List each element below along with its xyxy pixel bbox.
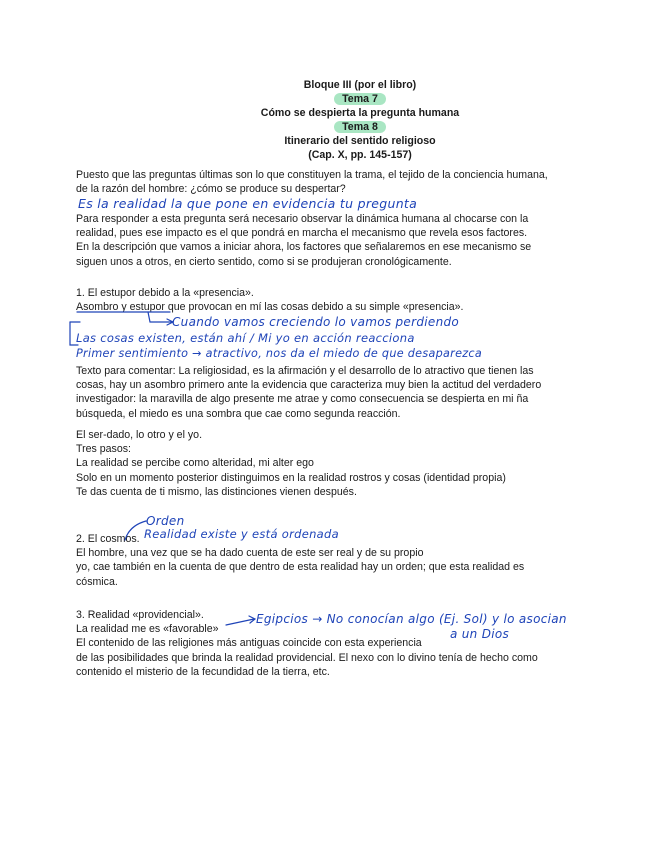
intro2-line: En la descripción que vamos a iniciar ahora, los factores que señalaremos en ese mecanismo se: [76, 241, 532, 254]
comment-line: investigador: la maravilla de algo presente me atrae y como consecuencia se despierta en mi ña: [76, 393, 529, 406]
header-tema7-title: Cómo se despierta la pregunta humana: [260, 107, 460, 119]
intro-paragraph: [76, 168, 596, 196]
section1-line: Asombro y estupor que provocan en mí las cosas debido a su simple «presencia».: [76, 301, 464, 314]
handwritten-note-2b: Realidad existe y está ordenada: [144, 527, 339, 541]
intro2-paragraph: [76, 212, 596, 269]
section3-title: 3. Realidad «providencial».: [76, 609, 204, 621]
handwritten-note-1c: Primer sentimiento → atractivo, nos da el miedo de que desaparezca: [76, 347, 483, 360]
tema7-highlight: Tema 7: [334, 93, 386, 105]
ser-line: La realidad se percibe como alteridad, mi alter ego: [76, 457, 314, 470]
section1-comment: [76, 364, 596, 421]
handwritten-note-3b: a un Dios: [450, 627, 510, 641]
ser-line: Solo en un momento posterior distinguimos en la realidad rostros y cosas (identidad propia): [76, 471, 506, 484]
handwritten-intro-note: Es la realidad la que pone en evidencia tu pregunta: [78, 196, 418, 211]
section2-line: yo, cae también en la cuenta de que dentro de esta realidad hay un orden; que esta realidad es: [76, 561, 525, 574]
intro2-line: siguen unos a otros, en cierto sentido, como si se produjeran cronológicamente.: [76, 255, 452, 268]
section2-line: El hombre, una vez que se ha dado cuenta de este ser real y de su propio: [76, 547, 424, 560]
section3-line: El contenido de las religiones más antiguas coincide con esta experiencia: [76, 637, 422, 650]
section2-line: cósmica.: [76, 575, 118, 588]
section2-title: 2. El cosmos.: [76, 533, 140, 545]
handwritten-note-2a: Orden: [146, 514, 185, 528]
intro-line: Puesto que las preguntas últimas son lo que constituyen la trama, el tejido de la conciencia humana,: [76, 169, 548, 181]
ser-line: Tres pasos:: [76, 443, 131, 456]
ser-line: Te das cuenta de ti mismo, las distinciones vienen después.: [76, 485, 357, 498]
comment-line: cosas, hay un asombro primero ante la evidencia que caracteriza muy bien la actitud del verdadero: [76, 379, 542, 392]
header-tema8-title: Itinerario del sentido religioso: [284, 135, 436, 147]
section1-ser: [76, 428, 596, 499]
tema8-highlight: Tema 8: [334, 121, 386, 133]
section3-line: de las posibilidades que brinda la realidad providencial. El nexo con lo divino tenía de hecho como: [76, 651, 538, 664]
header-tema8: [160, 120, 560, 134]
section2: [76, 532, 596, 589]
section1-heading: [76, 286, 596, 314]
handwritten-note-3a: Egipcios → No conocían algo (Ej. Sol) y lo asocian: [256, 612, 567, 626]
section1-title: 1. El estupor debido a la «presencia».: [76, 287, 254, 299]
intro2-line: Para responder a esta pregunta será necesario observar la dinámica humana al chocarse con la: [76, 213, 529, 225]
intro-line: de la razón del hombre: ¿cómo se produce su despertar?: [76, 183, 346, 196]
section3-line: contenido el misterio de la fecundidad de la tierra, etc.: [76, 665, 330, 678]
section3-line: La realidad me es «favorable»: [76, 623, 219, 636]
intro2-line: realidad, pues ese impacto es el que pondrá en marcha el mecanismo que revela esos factores.: [76, 227, 528, 240]
handwritten-note-1b: Las cosas existen, están ahí / Mi yo en acción reacciona: [76, 331, 415, 345]
handwritten-note-1a: Cuando vamos creciendo lo vamos perdiendo: [172, 315, 460, 329]
comment-line: búsqueda, el miedo es una sombra que cae como segunda reacción.: [76, 407, 401, 420]
comment-line: Texto para comentar: La religiosidad, es la afirmación y el desarrollo de lo atractivo que tienen las: [76, 365, 534, 377]
ser-line: El ser-dado, lo otro y el yo.: [76, 429, 203, 441]
header-cap: (Cap. X, pp. 145-157): [308, 149, 412, 161]
header-tema7: [160, 92, 560, 106]
header-bloque: Bloque III (por el libro): [303, 79, 417, 91]
